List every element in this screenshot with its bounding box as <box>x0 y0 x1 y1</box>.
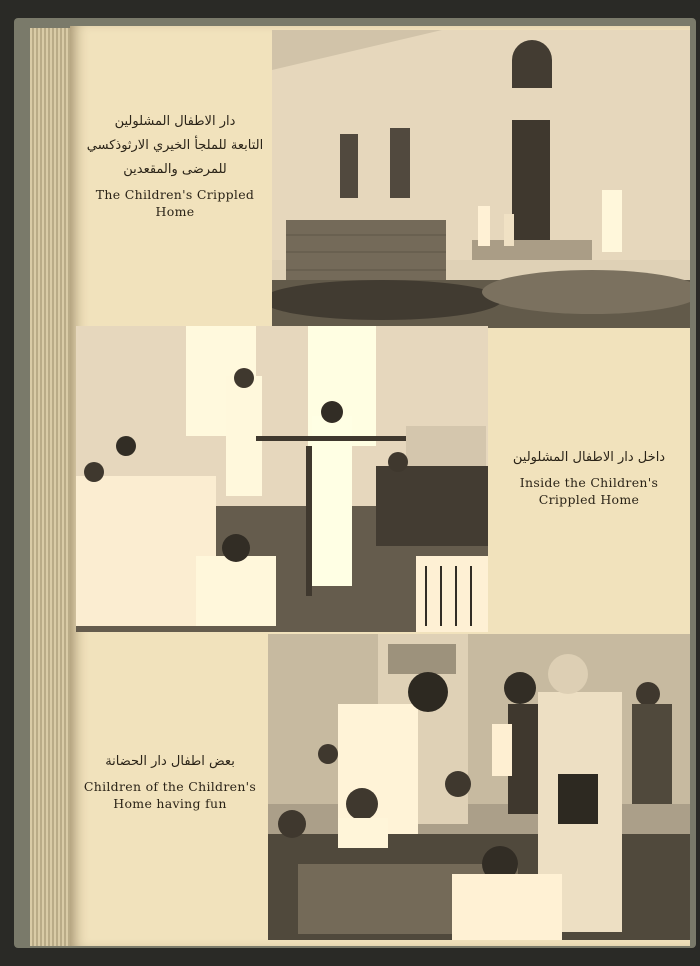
caption-children-fun-english-2: Home having fun <box>113 796 227 811</box>
caption-children-fun-english <box>74 778 266 812</box>
caption-home-exterior-english-2: Home <box>155 204 195 219</box>
caption-home-exterior-arabic-1: دار الاطفال المشلولين <box>114 114 236 129</box>
photo-home-exterior <box>272 30 690 328</box>
caption-home-interior-arabic-1: داخل دار الاطفال المشلولين <box>512 450 666 465</box>
caption-home-interior-english-2: Crippled Home <box>538 492 640 507</box>
photo-home-interior <box>76 326 488 632</box>
photo-children-fun <box>268 634 690 940</box>
caption-children-fun-arabic-1: بعض اطفال دار الحضانة <box>105 754 235 769</box>
caption-home-interior <box>494 446 684 508</box>
caption-home-exterior-arabic-2: التابعة للملجأ الخيري الارثوذكسي <box>86 138 264 153</box>
caption-home-exterior-arabic-3: للمرضى والمقعدين <box>123 162 227 177</box>
caption-home-interior-english <box>494 474 684 508</box>
caption-children-fun-english-1: Children of the Children's <box>83 779 257 794</box>
caption-home-interior-english-1: Inside the Children's <box>519 475 659 490</box>
caption-home-exterior-english-1: The Children's Crippled <box>95 187 255 202</box>
caption-children-fun <box>74 750 266 812</box>
caption-home-exterior <box>80 110 270 220</box>
caption-home-exterior-english <box>80 186 270 220</box>
